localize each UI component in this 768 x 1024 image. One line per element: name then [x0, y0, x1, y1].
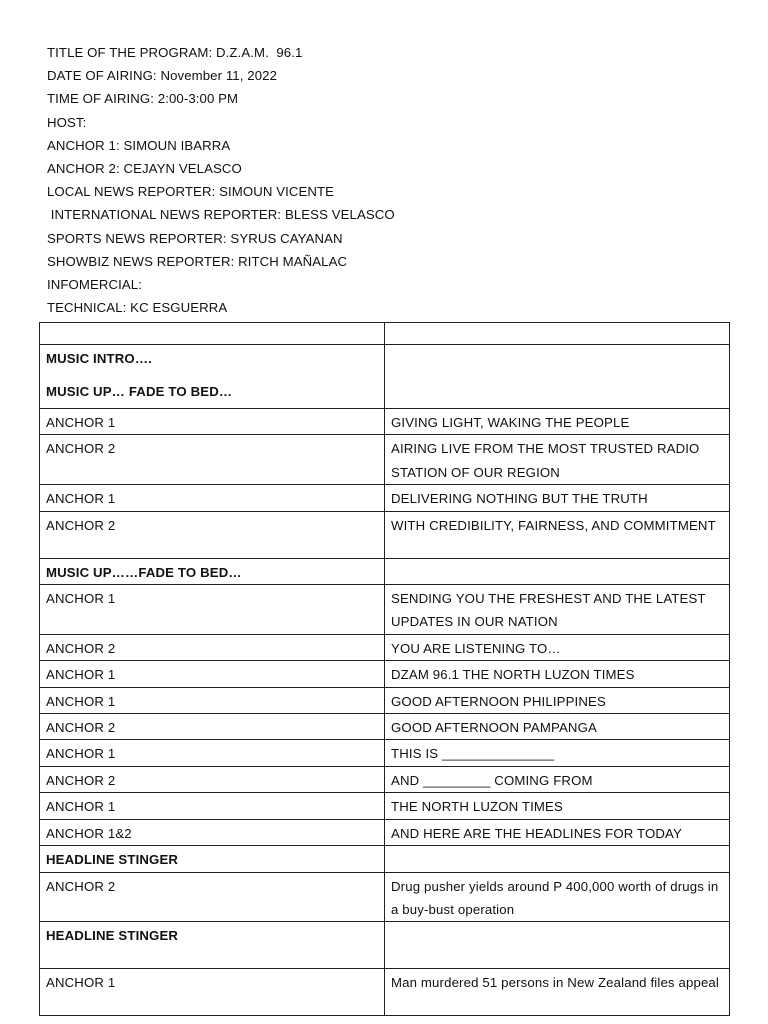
script-row: [40, 793, 730, 819]
script-row: [40, 740, 730, 766]
speaker-cell: [40, 558, 385, 584]
speaker-cell: [40, 969, 385, 1016]
cue-text: HEADLINE STINGER: [46, 928, 179, 944]
script-row: [40, 511, 730, 558]
speaker-cell: [40, 872, 385, 922]
script-line-cell: GOOD AFTERNOON PHILIPPINES: [385, 687, 730, 713]
speaker-cell: [40, 511, 385, 558]
speaker-cell: [40, 714, 385, 740]
speaker-cell: [40, 345, 385, 409]
script-line-cell: SENDING YOU THE FRESHEST AND THE LATEST UPDATES IN OUR NATION: [385, 585, 730, 635]
cue-text: ANCHOR 1: [46, 799, 116, 815]
cue-text: ANCHOR 2: [46, 640, 116, 656]
speaker-cell: [40, 409, 385, 435]
cue-text: ANCHOR 1: [46, 591, 116, 607]
speaker-cell: [40, 435, 385, 485]
cue-text: ANCHOR 2: [46, 772, 116, 788]
script-row: [40, 345, 730, 409]
script-row: [40, 485, 730, 511]
speaker-cell: [40, 922, 385, 969]
script-line-cell: DZAM 96.1 THE NORTH LUZON TIMES: [385, 661, 730, 687]
speaker-cell: [40, 634, 385, 660]
speaker-cell: [40, 819, 385, 845]
script-line-cell: THIS IS _______________: [385, 740, 730, 766]
cue-text: MUSIC UP… FADE TO BED…: [46, 384, 233, 400]
script-row: [40, 687, 730, 713]
speaker-cell: [40, 687, 385, 713]
speaker-cell: [40, 740, 385, 766]
script-row: [40, 435, 730, 485]
program-detail-line: INFOMERCIAL:: [47, 277, 142, 293]
script-line-cell: AND _________ COMING FROM: [385, 766, 730, 792]
script-line-cell: [385, 558, 730, 584]
program-detail-line: DATE OF AIRING: November 11, 2022: [47, 68, 278, 84]
script-line-cell: YOU ARE LISTENING TO…: [385, 634, 730, 660]
script-row: [40, 558, 730, 584]
script-row: [40, 922, 730, 969]
cue-text: ANCHOR 1: [46, 415, 116, 430]
script-line-cell: DELIVERING NOTHING BUT THE TRUTH: [385, 485, 730, 511]
cue-text: MUSIC UP……FADE TO BED…: [46, 564, 242, 580]
script-row: [40, 872, 730, 922]
script-row: [40, 409, 730, 435]
cue-text: MUSIC INTRO….: [46, 351, 152, 366]
speaker-cell: [40, 766, 385, 792]
script-row: [40, 634, 730, 660]
script-row: [40, 819, 730, 845]
script-row: [40, 323, 730, 345]
program-detail-line: SHOWBIZ NEWS REPORTER: RITCH MAÑALAC: [47, 253, 348, 269]
script-line-cell: AIRING LIVE FROM THE MOST TRUSTED RADIO STATION OF OUR REGION: [385, 435, 730, 485]
script-line-cell: AND HERE ARE THE HEADLINES FOR TODAY: [385, 819, 730, 845]
program-detail-line: SPORTS NEWS REPORTER: SYRUS CAYANAN: [47, 230, 343, 246]
script-row: [40, 766, 730, 792]
script-row: [40, 714, 730, 740]
speaker-cell: [40, 485, 385, 511]
script-row: [40, 661, 730, 687]
script-row: [40, 846, 730, 872]
script-line-cell: WITH CREDIBILITY, FAIRNESS, AND COMMITMENT: [385, 511, 730, 558]
program-detail-line: TECHNICAL: KC ESGUERRA: [47, 300, 228, 316]
script-line-cell: [385, 323, 730, 345]
cue-text: ANCHOR 2: [46, 720, 116, 736]
cue-text: ANCHOR 2: [46, 441, 116, 457]
cue-text: ANCHOR 1&2: [46, 825, 132, 841]
program-detail-line: ANCHOR 2: CEJAYN VELASCO: [47, 161, 242, 177]
script-line-cell: [385, 345, 730, 409]
program-detail-line: TITLE OF THE PROGRAM: D.Z.A.M. 96.1: [47, 45, 303, 60]
cue-text: ANCHOR 1: [46, 491, 116, 507]
speaker-cell: [40, 661, 385, 687]
script-line-cell: Drug pusher yields around P 400,000 worth of drugs in a buy-bust operation: [385, 872, 730, 922]
speaker-cell: [40, 793, 385, 819]
program-detail-line: INTERNATIONAL NEWS REPORTER: BLESS VELASCO: [47, 207, 395, 223]
program-detail-line: HOST:: [47, 114, 87, 130]
script-line-cell: Man murdered 51 persons in New Zealand files appeal: [385, 969, 730, 1016]
cue-text: ANCHOR 1: [46, 667, 116, 683]
cue-text: ANCHOR 2: [46, 517, 116, 533]
script-row: [40, 585, 730, 635]
cue-text: ANCHOR 1: [46, 975, 116, 991]
program-detail-line: LOCAL NEWS REPORTER: SIMOUN VICENTE: [47, 184, 335, 200]
script-line-cell: [385, 846, 730, 872]
cue-text: HEADLINE STINGER: [46, 852, 179, 868]
program-details: [47, 41, 395, 319]
speaker-cell: [40, 585, 385, 635]
cue-text: ANCHOR 1: [46, 746, 116, 762]
script-line-cell: GIVING LIGHT, WAKING THE PEOPLE: [385, 409, 730, 435]
speaker-cell: [40, 846, 385, 872]
script-line-cell: GOOD AFTERNOON PAMPANGA: [385, 714, 730, 740]
cue-text: ANCHOR 2: [46, 878, 116, 894]
script-line-cell: [385, 922, 730, 969]
program-detail-line: ANCHOR 1: SIMOUN IBARRA: [47, 137, 231, 153]
script-row: [40, 969, 730, 1016]
script-table: [39, 322, 730, 1016]
script-line-cell: THE NORTH LUZON TIMES: [385, 793, 730, 819]
cue-text: ANCHOR 1: [46, 693, 116, 709]
speaker-cell: [40, 323, 385, 345]
program-detail-line: TIME OF AIRING: 2:00-3:00 PM: [47, 91, 239, 107]
